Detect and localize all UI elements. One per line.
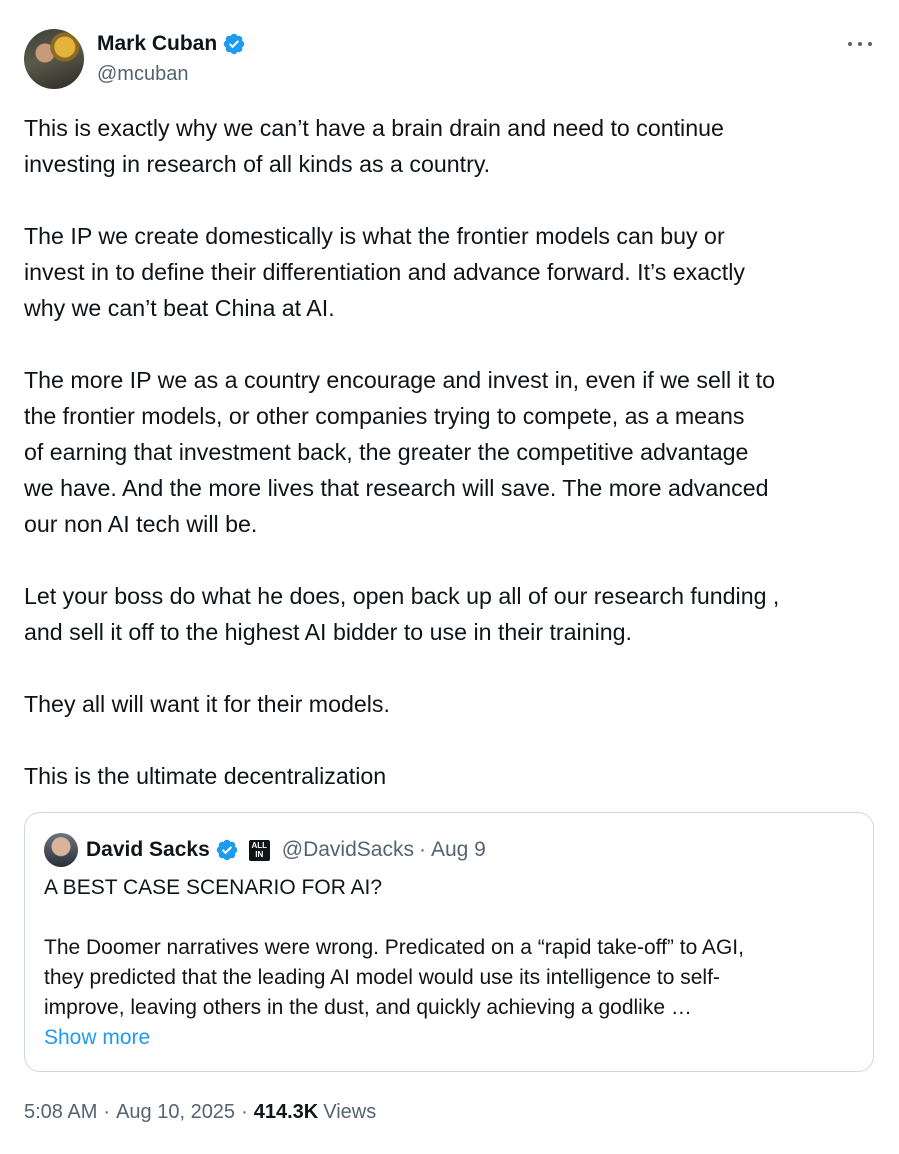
tweet-paragraph: Let your boss do what he does, open back up all of our research funding , and sell it off to the highest AI bidder to use in their training. bbox=[24, 583, 780, 645]
quoted-tweet-card[interactable] bbox=[24, 812, 874, 1072]
quoted-tweet-title: A BEST CASE SCENARIO FOR AI? bbox=[44, 876, 383, 899]
tweet-date[interactable]: Aug 10, 2025 bbox=[116, 1101, 236, 1123]
quoted-tweet-date[interactable]: Aug 9 bbox=[430, 838, 486, 861]
quoted-author-avatar[interactable] bbox=[44, 833, 78, 867]
tweet-metadata bbox=[24, 1098, 376, 1126]
separator-dot: · bbox=[241, 1101, 248, 1123]
tweet-paragraph: The more IP we as a country encourage and invest in, even if we sell it to the frontier models, or other companies trying to compete, as a means of earning that investment back, the greater the competitive advantage we have. And the more lives that research will save. The more advanced our non AI tech will be. bbox=[24, 367, 775, 537]
affiliate-badge-icon[interactable]: ALL IN bbox=[249, 840, 270, 861]
quoted-author-name[interactable]: David Sacks bbox=[86, 838, 210, 861]
quoted-tweet-text bbox=[44, 873, 844, 1023]
tweet-text bbox=[24, 110, 884, 794]
tweet-paragraph: They all will want it for their models. bbox=[24, 691, 390, 717]
tweet-time[interactable]: 5:08 AM bbox=[24, 1101, 98, 1123]
show-more-link[interactable]: Show more bbox=[44, 1026, 151, 1049]
author-name-row bbox=[97, 31, 246, 57]
views-label: Views bbox=[323, 1101, 377, 1123]
more-horizontal-icon bbox=[848, 42, 852, 46]
quoted-author-handle[interactable]: @DavidSacks bbox=[281, 838, 414, 861]
verified-badge-icon bbox=[222, 32, 246, 56]
separator-dot: · bbox=[103, 1101, 111, 1123]
author-name[interactable]: Mark Cuban bbox=[97, 32, 218, 55]
more-horizontal-icon bbox=[858, 42, 862, 46]
quoted-tweet-paragraph: The Doomer narratives were wrong. Predicated on a “rapid take-off” to AGI, they predicted that the leading AI model would use its intelligence to self- improve, leaving others in the dust, and quickly achieving a godlike … bbox=[44, 936, 744, 1019]
more-options-button[interactable] bbox=[846, 34, 874, 54]
verified-badge-icon bbox=[215, 838, 239, 862]
tweet-paragraph: This is the ultimate decentralization bbox=[24, 763, 387, 789]
author-handle[interactable]: @mcuban bbox=[97, 63, 189, 85]
views-count[interactable]: 414.3K bbox=[253, 1101, 319, 1123]
more-horizontal-icon bbox=[868, 42, 872, 46]
separator-dot: · bbox=[418, 838, 426, 861]
tweet-paragraph: The IP we create domestically is what the frontier models can buy or invest in to define their differentiation and advance forward. It’s exactly why we can’t beat China at AI. bbox=[24, 223, 745, 321]
author-block bbox=[97, 31, 246, 86]
quoted-tweet-header bbox=[44, 833, 486, 867]
author-avatar[interactable] bbox=[24, 29, 84, 89]
tweet-paragraph: This is exactly why we can’t have a brain drain and need to continue investing in research of all kinds as a country. bbox=[24, 115, 724, 177]
